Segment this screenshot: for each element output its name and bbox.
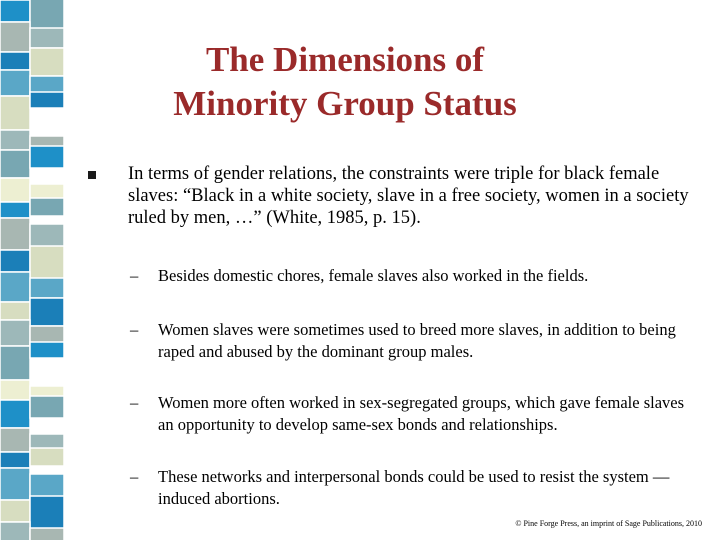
mosaic-tile [0,250,30,272]
mosaic-tile [30,278,64,298]
mosaic-tile [0,468,30,500]
mosaic-tile [0,500,30,522]
mosaic-tile [0,522,30,540]
mosaic-tile [0,150,30,178]
mosaic-tile [0,452,30,468]
title-line-2: Minority Group Status [173,84,517,123]
dash-marker: – [130,266,139,285]
sub-bullet-1 [130,265,700,287]
dash-marker: – [130,393,139,412]
main-bullet [88,163,698,229]
mosaic-tile [0,218,30,250]
mosaic-tile [30,28,64,48]
mosaic-tile [0,130,30,150]
copyright-footer: © Pine Forge Press, an imprint of Sage Publications, 2010 [515,519,702,528]
mosaic-tile [30,146,64,168]
mosaic-tile [30,48,64,76]
title-line-1: The Dimensions of [205,40,485,79]
mosaic-tile [0,52,30,70]
mosaic-tile [30,246,64,280]
sub-bullet-text: Besides domestic chores, female slaves also worked in the fields. [158,266,589,285]
mosaic-tile [30,396,64,418]
mosaic-tile [0,178,30,202]
mosaic-tile [0,428,30,452]
mosaic-tile [0,320,30,346]
mosaic-tile [30,528,64,540]
mosaic-tile [0,302,30,320]
mosaic-tile [30,448,64,466]
mosaic-tile [0,272,30,302]
sub-bullet-4 [130,466,700,510]
slide-title [120,38,570,126]
sub-bullet-2 [130,319,700,363]
sub-bullet-text: Women slaves were sometimes used to breed more slaves, in addition to being raped and abused by the dominant group males. [158,320,676,361]
square-bullet-icon [88,171,96,179]
mosaic-tile [30,198,64,216]
decorative-mosaic-strip [0,0,64,540]
dash-marker: – [130,467,139,486]
dash-marker: – [130,320,139,339]
main-bullet-text: In terms of gender relations, the constraints were triple for black female slaves: “Black in a white society, slave in a free society, women in a society ruled by men, …” (White, 1985, p. 15). [128,164,689,228]
mosaic-tile [0,380,30,400]
mosaic-tile [30,0,64,30]
mosaic-tile [30,342,64,358]
mosaic-tile [0,202,30,218]
mosaic-tile [0,400,30,428]
sub-bullet-text: Women more often worked in sex-segregated groups, which gave female slaves an opportunity to develop same-sex bonds and relationships. [158,393,685,434]
mosaic-tile [0,346,30,380]
mosaic-tile [0,96,30,130]
mosaic-pattern [0,0,64,540]
mosaic-tile [30,298,64,326]
mosaic-tile [30,92,64,108]
mosaic-tile [0,22,30,52]
mosaic-tile [0,70,30,96]
mosaic-tile [30,496,64,530]
sub-bullet-text: These networks and interpersonal bonds could be used to resist the system —induced abortions. [158,467,670,508]
sub-bullet-3 [130,392,700,436]
mosaic-tile [0,0,30,22]
